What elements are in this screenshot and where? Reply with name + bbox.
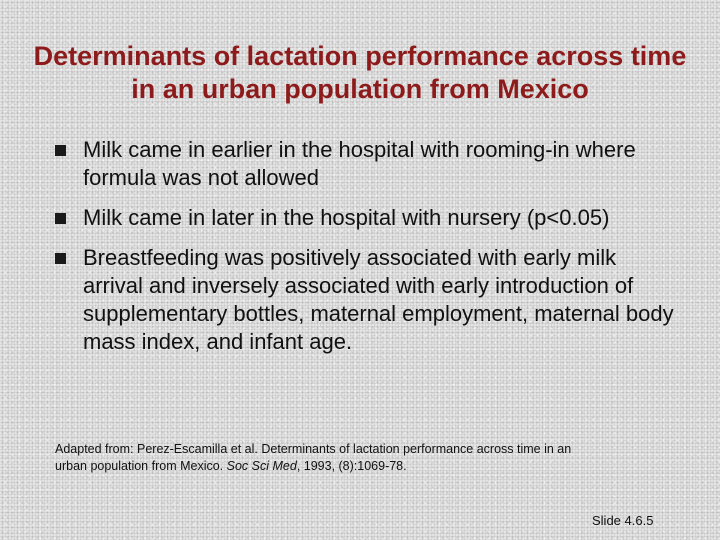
citation — [55, 441, 595, 475]
bullet-item — [55, 136, 675, 192]
bullet-text: Breastfeeding was positively associated with early milk arrival and inversely associated with early introduction of supplementary bottles, maternal employment, maternal body mass index, and infant age. — [83, 245, 674, 354]
citation-details: , 1993, (8):1069-78. — [296, 459, 407, 473]
slide-title: Determinants of lactation performance across time in an urban population from Mexico — [33, 41, 687, 104]
square-bullet-icon — [55, 145, 66, 156]
citation-journal: Soc Sci Med — [226, 459, 297, 473]
bullet-text: Milk came in later in the hospital with nursery (p<0.05) — [83, 205, 610, 230]
square-bullet-icon — [55, 253, 66, 264]
slide-number: Slide 4.6.5 — [592, 513, 654, 528]
bullet-list — [55, 136, 675, 368]
square-bullet-icon — [55, 213, 66, 224]
bullet-item — [55, 204, 675, 232]
citation-text: Adapted from: Perez-Escamilla et al. Determinants of lactation performance across time in an urban population from Mexico. — [55, 442, 572, 473]
bullet-item — [55, 244, 675, 356]
bullet-text: Milk came in earlier in the hospital with rooming-in where formula was not allowed — [83, 137, 636, 190]
